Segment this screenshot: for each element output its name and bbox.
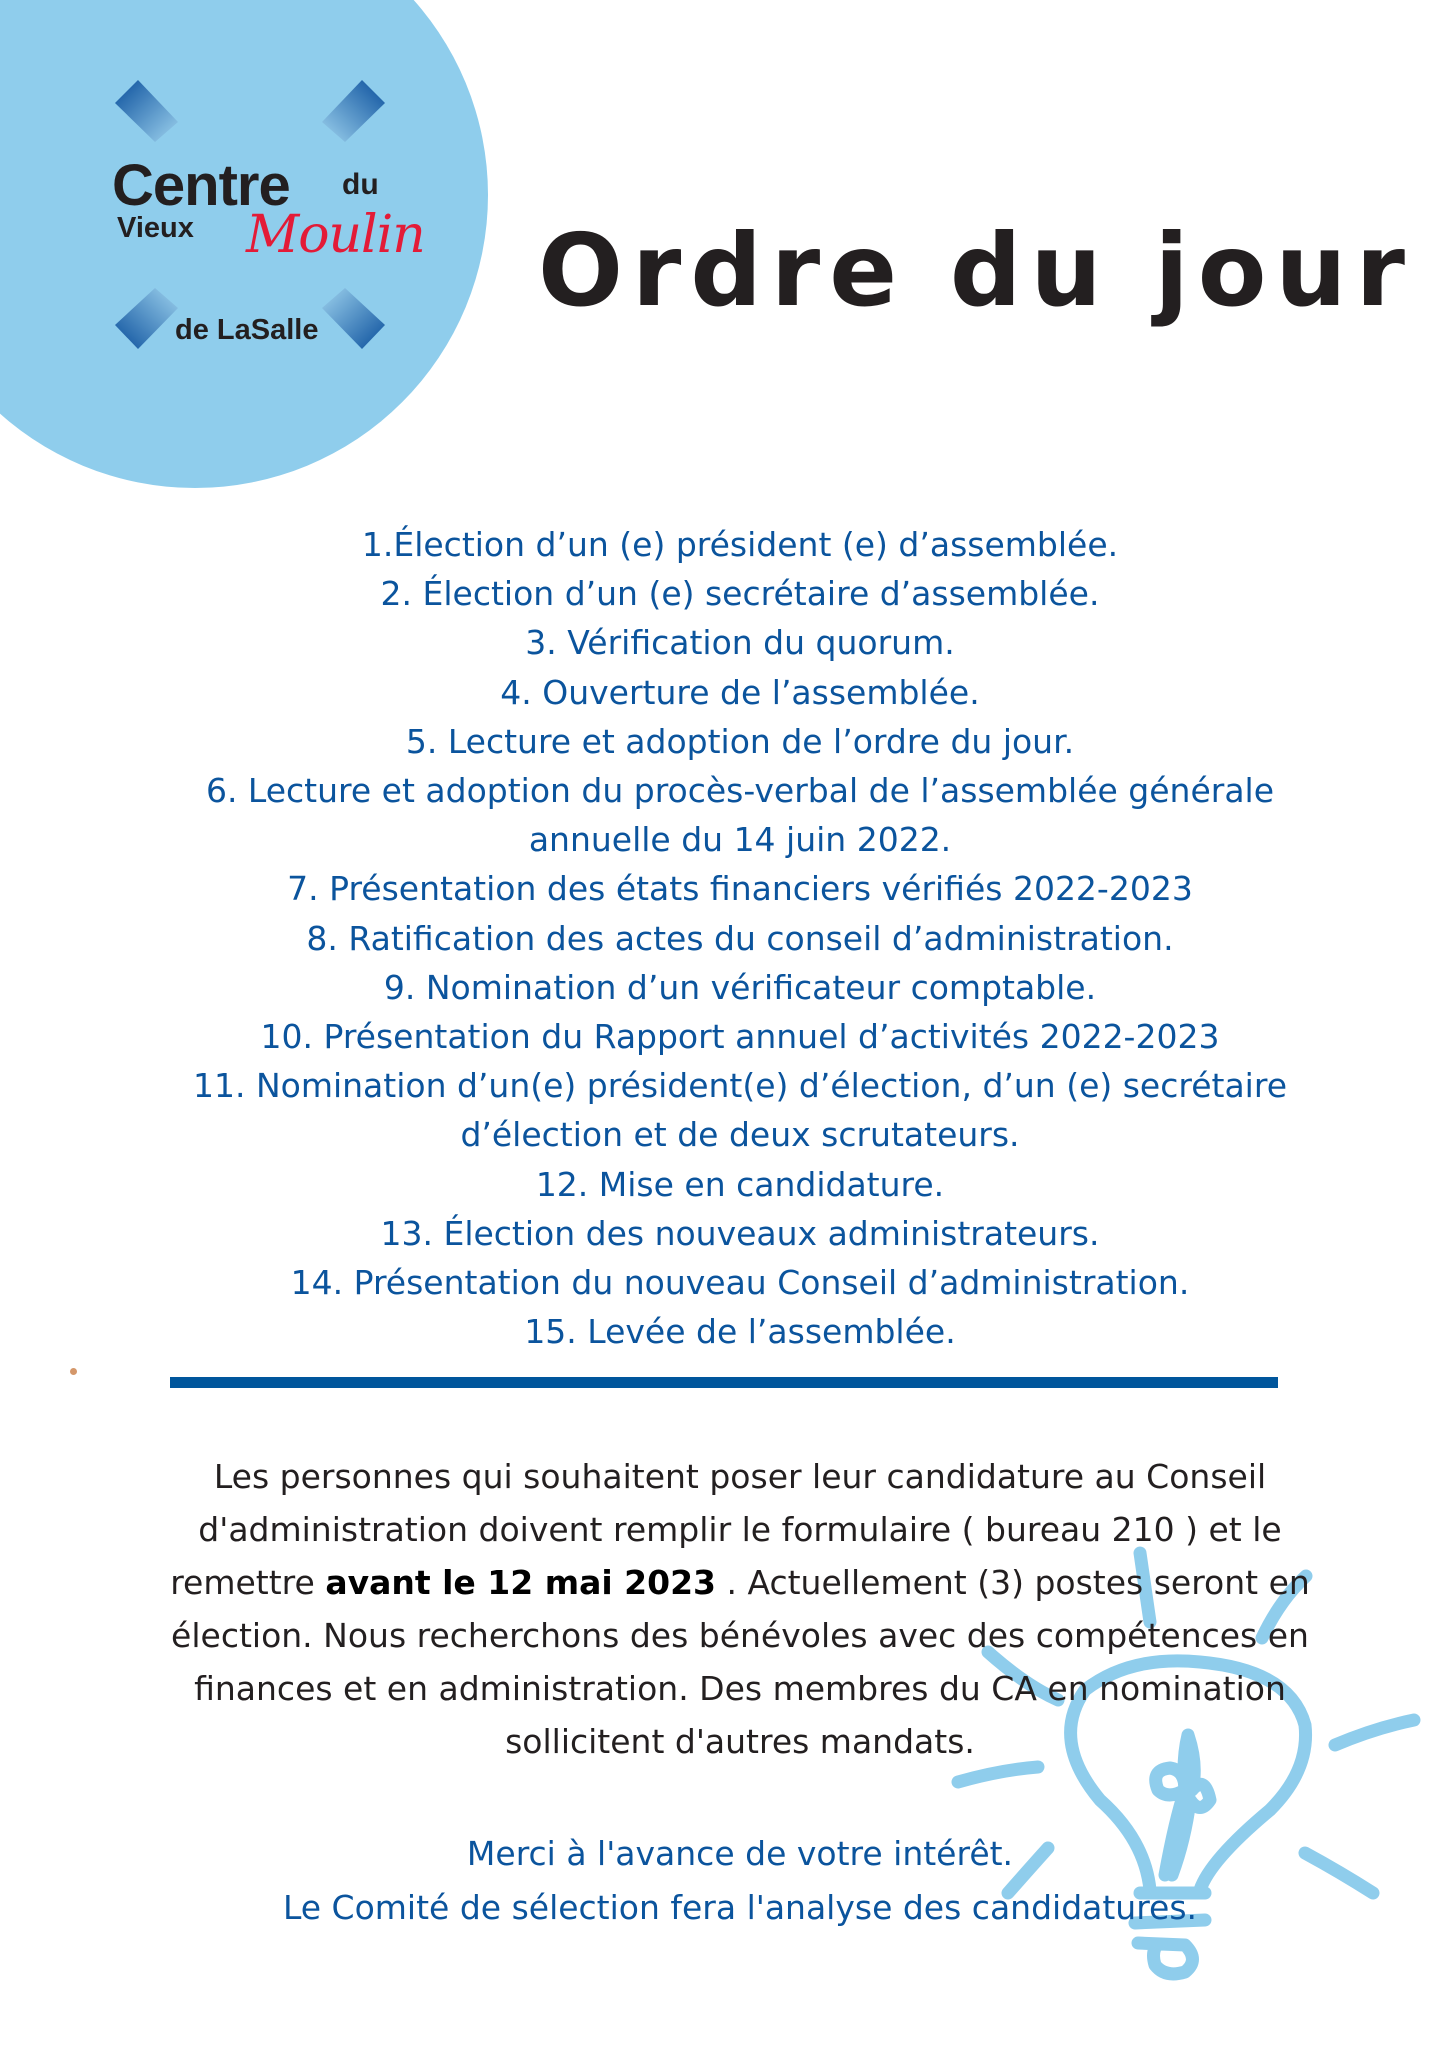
agenda-item: 8. Ratification des actes du conseil d’administration. (306, 918, 1174, 958)
agenda-item: 4. Ouverture de l’assemblée. (500, 672, 980, 712)
agenda-item: 10. Présentation du Rapport annuel d’activités 2022-2023 (260, 1017, 1220, 1057)
divider-line (170, 1377, 1278, 1388)
blade-top-right (322, 80, 385, 142)
agenda-item: 3. Vérification du quorum. (525, 623, 955, 663)
blade-bottom-right (322, 288, 385, 349)
agenda-item: annuelle du 14 juin 2022. (528, 820, 952, 860)
paragraph-line: d'administration doivent remplir le formulaire ( bureau 210 ) et le (198, 1510, 1282, 1549)
agenda-item: 9. Nomination d’un vérificateur comptable. (383, 967, 1097, 1007)
logo-centre-text: Centre (112, 153, 290, 218)
agenda-item: 2. Élection d’un (e) secrétaire d’assemblée. (380, 574, 1100, 614)
logo (0, 0, 500, 400)
agenda-item: 14. Présentation du nouveau Conseil d’administration. (290, 1263, 1190, 1303)
paragraph-line: sollicitent d'autres mandats. (505, 1722, 975, 1761)
closing-line: Le Comité de sélection fera l'analyse des candidatures. (282, 1888, 1198, 1927)
paragraph-line (20, 1556, 1448, 1609)
paragraph-text: remettre (170, 1563, 326, 1602)
agenda-item: 12. Mise en candidature. (535, 1164, 945, 1204)
blade-top-left (115, 80, 178, 142)
paragraph-line: Les personnes qui souhaitent poser leur candidature au Conseil (213, 1457, 1267, 1496)
paragraph-text: . Actuellement (3) postes seront en (716, 1563, 1310, 1602)
deadline-text: avant le 12 mai 2023 (325, 1563, 717, 1602)
logo-vieux-text: Vieux (117, 212, 194, 244)
closing-line: Merci à l'avance de votre intérêt. (466, 1834, 1014, 1873)
logo-moulin-script: Moulin (246, 205, 425, 265)
blade-bottom-left (115, 288, 178, 349)
agenda-item: 15. Levée de l’assemblée. (524, 1312, 956, 1352)
logo-du-text: du (342, 168, 379, 201)
decorative-dot (70, 1368, 77, 1375)
paragraph-line: finances et en administration. Des membres du CA en nomination (194, 1669, 1286, 1708)
closing-message (20, 1827, 1448, 1935)
agenda-item: 7. Présentation des états financiers vérifiés 2022-2023 (287, 869, 1193, 909)
agenda-item: d’élection et de deux scrutateurs. (460, 1115, 1020, 1155)
agenda-list (40, 520, 1440, 1356)
ray-left (958, 1767, 1038, 1782)
candidature-paragraph (20, 1450, 1448, 1768)
agenda-item: 1.Élection d’un (e) président (e) d’assemblée. (361, 525, 1119, 564)
page-title: Ordre du jour (538, 212, 1414, 329)
agenda-item: 11. Nomination d’un(e) président(e) d’élection, d’un (e) secrétaire (192, 1066, 1287, 1106)
agenda-item: 5. Lecture et adoption de l’ordre du jour. (405, 721, 1075, 761)
agenda-item: 6. Lecture et adoption du procès-verbal de l’assemblée générale (205, 771, 1275, 811)
logo-lasalle-text: de LaSalle (175, 314, 319, 346)
agenda-item: 13. Élection des nouveaux administrateurs. (380, 1213, 1100, 1253)
paragraph-line: élection. Nous recherchons des bénévoles avec des compétences en (171, 1616, 1309, 1655)
base-line-3 (1138, 1943, 1193, 1974)
